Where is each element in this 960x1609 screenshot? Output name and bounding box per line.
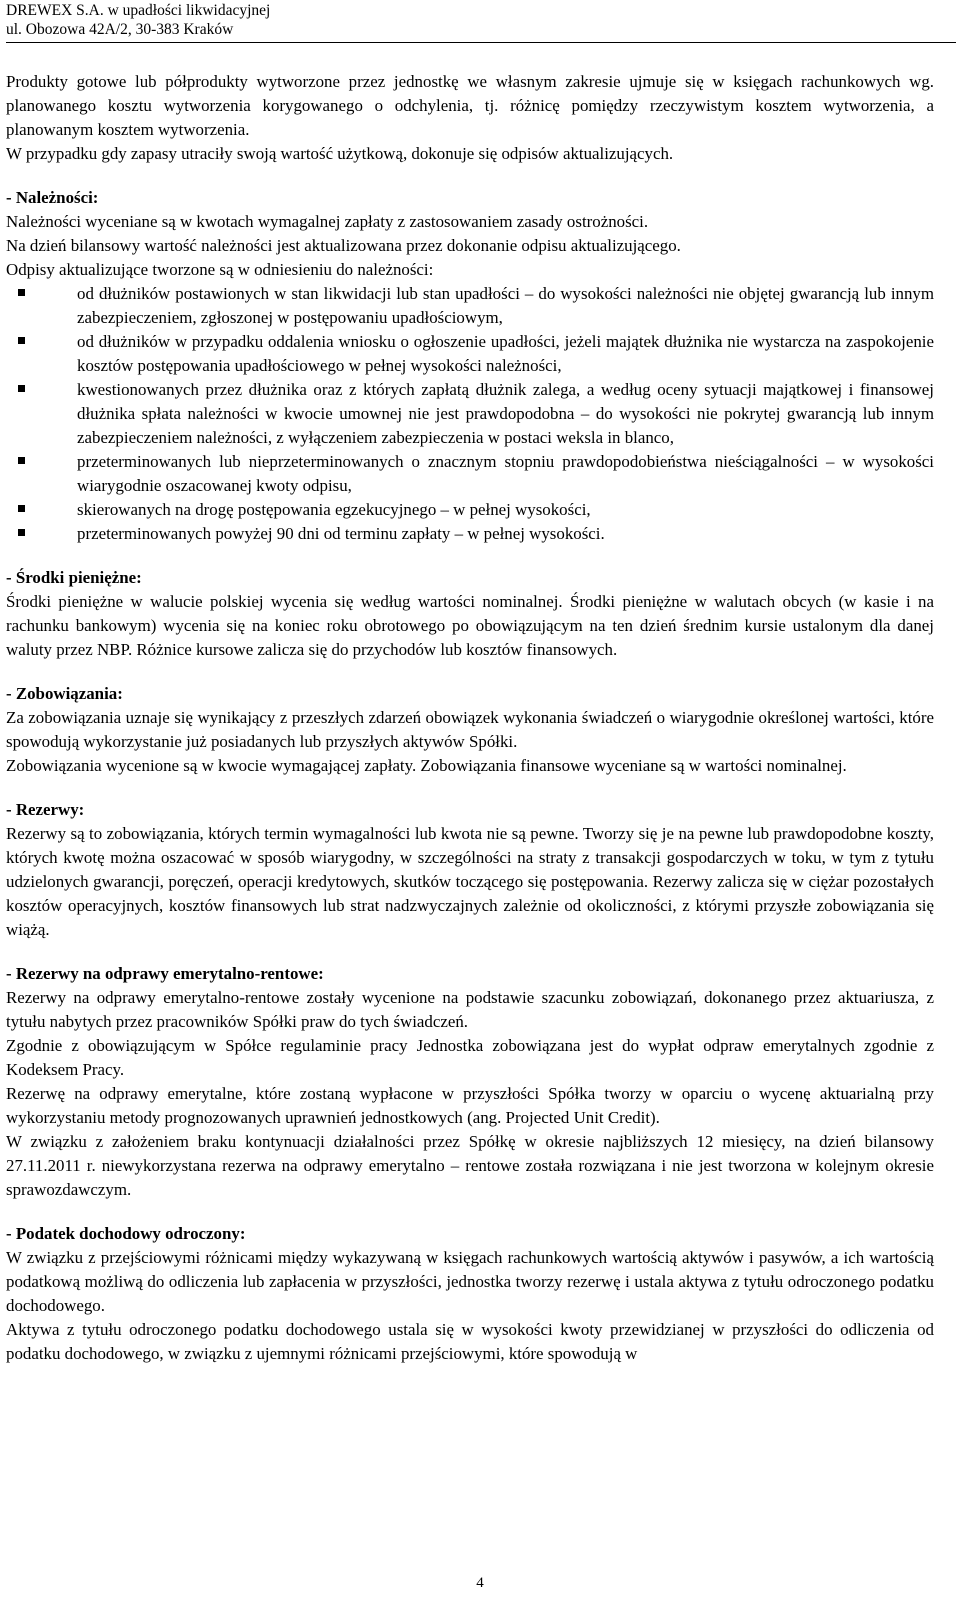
company-address: ul. Obozowa 42A/2, 30-383 Kraków	[6, 21, 234, 38]
paragraph: W związku z przejściowymi różnicami między wykazywaną w księgach rachunkowych wartością aktywów i pasywów, a ich wartością podatkową możliwą do odliczenia lub zapłacenia w przyszłości, jednostka tworzy rezerwę i ustala aktywa z tytułu odroczonego podatku dochodowego.	[6, 1248, 934, 1315]
company-name: DREWEX S.A. w upadłości likwidacyjnej	[6, 2, 271, 19]
paragraph: Zobowiązania wycenione są w kwocie wymagającej zapłaty. Zobowiązania finansowe wyceniane są w wartości nominalnej.	[6, 756, 847, 775]
paragraph: Rezerwę na odprawy emerytalne, które zostaną wypłacone w przyszłości Spółka tworzy w oparciu o wycenę aktuarialną przy wykorzystaniu metody prognozowanych uprawnień jednostkowych (ang. Projected Unit Credit).	[6, 1084, 934, 1127]
list-item: od dłużników postawionych w stan likwidacji lub stan upadłości – do wysokości należności nie objętej gwarancją lub innym zabezpieczeniem, zgłoszonej w postępowaniu upadłościowym,	[6, 282, 934, 330]
list-item: od dłużników w przypadku oddalenia wniosku o ogłoszenie upadłości, jeżeli majątek dłużnika nie wystarcza na zaspokojenie kosztów postępowania upadłościowego w pełnej wysokości należności,	[6, 330, 934, 378]
paragraph: Rezerwy są to zobowiązania, których termin wymagalności lub kwota nie są pewne. Tworzy się je na pewne lub prawdopodobne koszty, których kwotę można oszacować w sposób wiarygodny, w szczególności na straty z transakcji gospodarczych w toku, w tym z tytułu udzielonych gwarancji, poręczeń, operacji kredytowych, skutków toczącego się postępowania. Rezerwy zalicza się w ciężar pozostałych kosztów operacyjnych, kosztów finansowych lub strat nadzwyczajnych zależnie od okoliczności, z którymi przyszłe zobowiązania się wiążą.	[6, 824, 934, 939]
document-body	[6, 70, 934, 1366]
section-heading-retirement: - Rezerwy na odprawy emerytalno-rentowe:	[6, 964, 324, 983]
list-item: przeterminowanych powyżej 90 dni od terminu zapłaty – w pełnej wysokości.	[6, 522, 934, 546]
paragraph: Aktywa z tytułu odroczonego podatku dochodowego ustala się w wysokości kwoty przewidzianej w przyszłości do odliczenia od podatku dochodowego, w związku z ujemnymi różnicami przejściowymi, które spowodują w	[6, 1320, 934, 1363]
paragraph: Należności wyceniane są w kwotach wymagalnej zapłaty z zastosowaniem zasady ostrożności.	[6, 212, 649, 231]
list-item: skierowanych na drogę postępowania egzekucyjnego – w pełnej wysokości,	[6, 498, 934, 522]
section-heading-receivables: - Należności:	[6, 188, 99, 207]
list-item: kwestionowanych przez dłużnika oraz z których zapłatą dłużnik zalega, a według oceny sytuacji majątkowej i finansowej dłużnika spłata należności w kwocie umownej nie jest prawdopodobna – do wysokości nie pokrytej gwarancją lub innym zabezpieczeniem należności, z wyłączeniem zabezpieczenia w postaci weksla in blanco,	[6, 378, 934, 450]
paragraph: Na dzień bilansowy wartość należności jest aktualizowana przez dokonanie odpisu aktualizującego.	[6, 236, 681, 255]
intro-paragraph: W przypadku gdy zapasy utraciły swoją wartość użytkową, dokonuje się odpisów aktualizujących.	[6, 144, 674, 163]
section-heading-liabilities: - Zobowiązania:	[6, 684, 123, 703]
paragraph: Za zobowiązania uznaje się wynikający z przeszłych zdarzeń obowiązek wykonania świadczeń o wiarygodnie określonej wartości, które spowodują wykorzystanie już posiadanych lub przyszłych aktywów Spółki.	[6, 708, 934, 751]
paragraph: W związku z założeniem braku kontynuacji działalności przez Spółkę w okresie najbliższych 12 miesięcy, na dzień bilansowy 27.11.2011 r. niewykorzystana rezerwa na odprawy emerytalno – rentowe została rozwiązana i nie jest tworzona w kolejnym okresie sprawozdawczym.	[6, 1132, 934, 1199]
section-heading-cash: - Środki pieniężne:	[6, 568, 142, 587]
section-heading-deferred-tax: - Podatek dochodowy odroczony:	[6, 1224, 246, 1243]
paragraph: Rezerwy na odprawy emerytalno-rentowe zostały wycenione na podstawie szacunku zobowiązań, dokonanego przez aktuariusza, z tytułu nabytych przez pracowników Spółki praw do tych świadczeń.	[6, 988, 934, 1031]
paragraph: Odpisy aktualizujące tworzone są w odniesieniu do należności:	[6, 260, 434, 279]
intro-paragraph: Produkty gotowe lub półprodukty wytworzone przez jednostkę we własnym zakresie ujmuje się w księgach rachunkowych wg. planowanego kosztu wytworzenia korygowanego o odchylenia, tj. różnicę pomiędzy rzeczywistym kosztem wytworzenia, a planowanym kosztem wytworzenia.	[6, 72, 934, 139]
section-heading-provisions: - Rezerwy:	[6, 800, 85, 819]
paragraph: Zgodnie z obowiązującym w Spółce regulaminie pracy Jednostka zobowiązana jest do wypłat odpraw emerytalnych zgodnie z Kodeksem Pracy.	[6, 1036, 934, 1079]
receivables-bullet-list	[6, 282, 934, 546]
paragraph: Środki pieniężne w walucie polskiej wycenia się według wartości nominalnej. Środki pieniężne w walutach obcych (w kasie i na rachunku bankowym) wycenia się na koniec roku obrotowego po obowiązującym na ten dzień średnim kursie ustalonym dla danej waluty przez NBP. Różnice kursowe zalicza się do przychodów lub kosztów finansowych.	[6, 592, 934, 659]
page-header	[6, 1, 956, 43]
page-number: 4	[476, 1575, 484, 1591]
list-item: przeterminowanych lub nieprzeterminowanych o znacznym stopniu prawdopodobieństwa nieściągalności – w wysokości wiarygodnie oszacowanej kwoty odpisu,	[6, 450, 934, 498]
